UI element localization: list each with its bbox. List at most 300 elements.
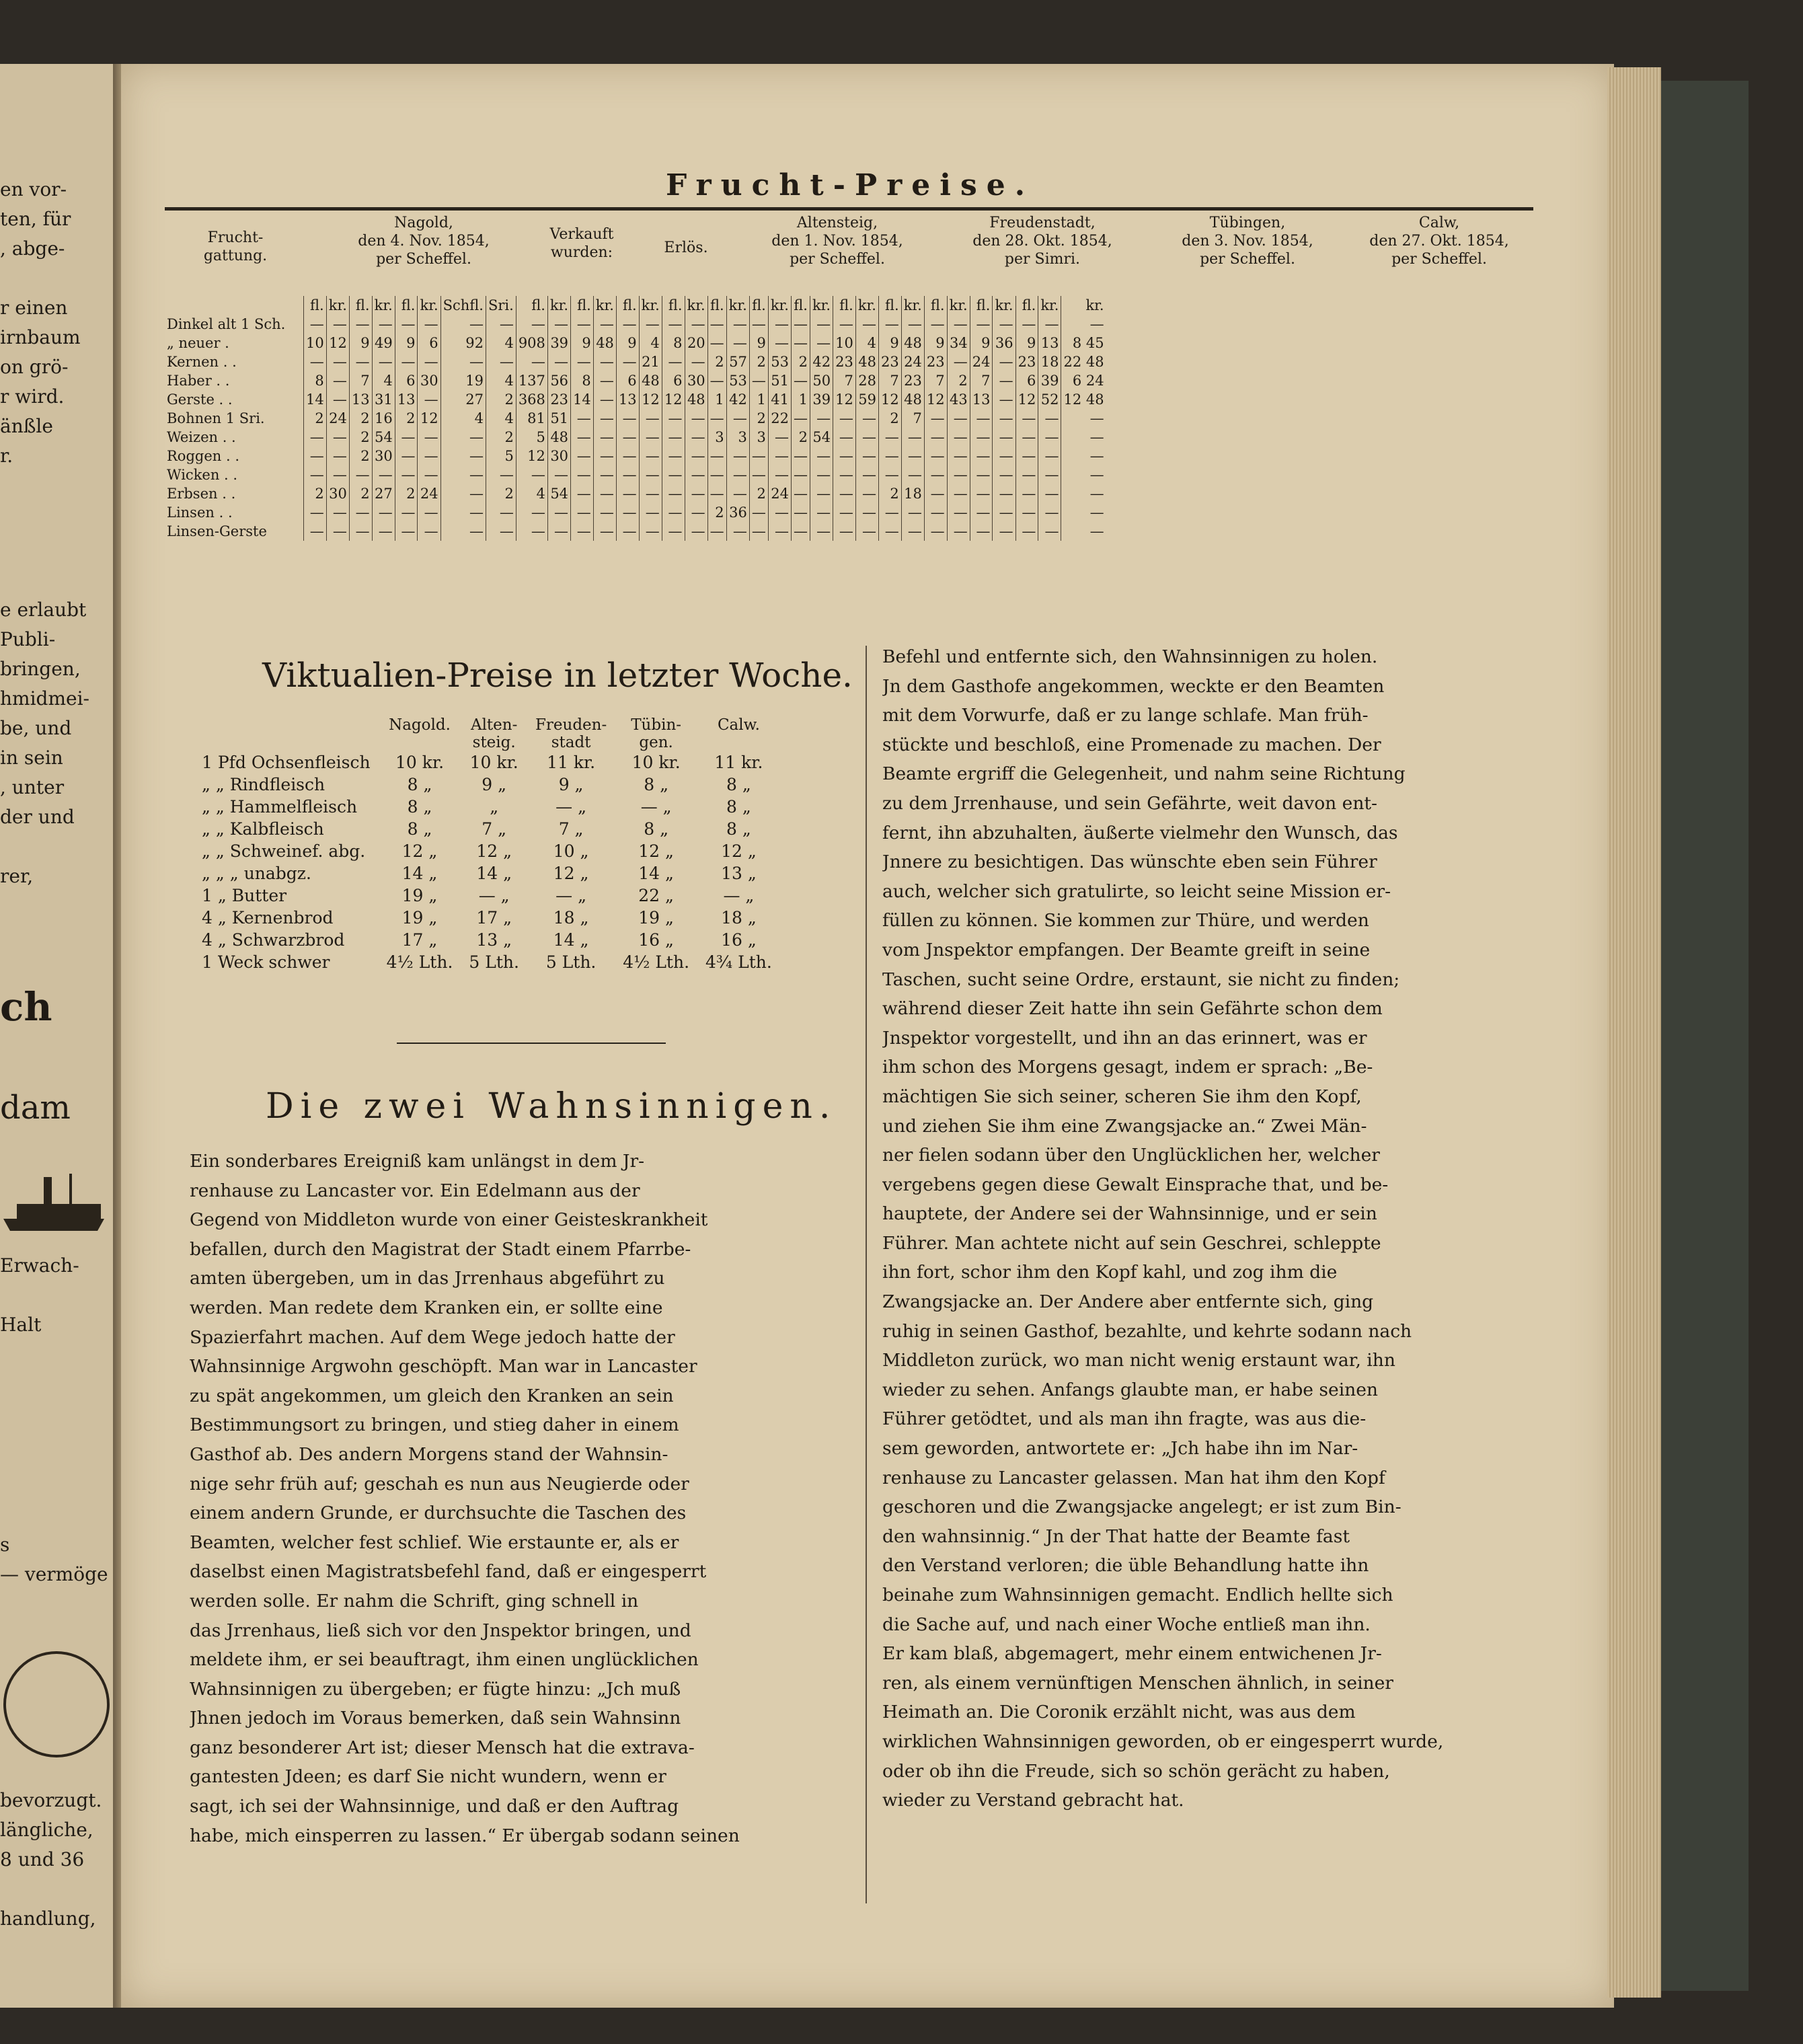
table-cell: 2 — [395, 484, 418, 503]
table-cell: 24 — [768, 484, 791, 503]
table-cell: — — [418, 390, 440, 409]
table-cell: — — [833, 315, 856, 334]
price-cell: 19 „ — [638, 908, 674, 928]
table-cell: — — [372, 503, 395, 522]
price-cell: 8 „ — [407, 819, 432, 839]
table-cell: — — [791, 409, 810, 428]
col-head-line: den 4. Nov. 1854, — [358, 233, 490, 250]
table-cell: — — [662, 465, 685, 484]
text-line: stückte und beschloß, eine Promenade zu machen. Der — [882, 734, 1381, 755]
table-cell: 54 — [810, 428, 833, 447]
table-cell: — — [707, 522, 726, 541]
table-cell: — — [616, 352, 639, 371]
table-cell: 2 — [486, 484, 516, 503]
table-cell: — — [547, 465, 570, 484]
price-cell: 5 Lth. — [469, 952, 519, 972]
viktualien-header-line — [210, 716, 371, 734]
table-cell: 2 — [749, 409, 768, 428]
table-cell: — — [326, 352, 349, 371]
table-cell: 137 — [516, 371, 547, 390]
table-cell: — — [326, 447, 349, 465]
text-line: Jnspektor vorgestellt, und ihn an das erinnert, was er — [882, 1027, 1367, 1049]
table-cell: — — [970, 522, 993, 541]
table-cell: — — [726, 315, 749, 334]
table-cell: — — [810, 409, 833, 428]
item-label: 4 „ Kernenbrod — [202, 908, 334, 928]
table-row — [202, 951, 780, 973]
table-cell: — — [440, 352, 486, 371]
row-label: Haber . . — [167, 373, 230, 389]
table-cell: — — [685, 522, 707, 541]
table-cell: 50 — [810, 371, 833, 390]
unit-cell: kr. — [418, 296, 440, 315]
page-edges — [1607, 67, 1661, 1998]
table-cell: 14 — [571, 390, 594, 409]
left-page — [0, 64, 114, 2008]
price-cell: 7 „ — [482, 819, 507, 839]
table-cell: 59 — [855, 390, 878, 409]
table-cell: 9 — [924, 334, 947, 352]
col-head-line: Calw, — [1418, 215, 1460, 231]
unit-cell: kr. — [901, 296, 924, 315]
table-cell: — — [639, 484, 662, 503]
text-line: mit dem Vorwurfe, daß er zu lange schlafe. Man früh- — [882, 705, 1369, 726]
table-cell: 9 — [349, 334, 372, 352]
table-cell: 49 — [372, 334, 395, 352]
table-cell: 36 — [726, 503, 749, 522]
table-cell: 9 — [395, 334, 418, 352]
item-label: „ „ Rindfleisch — [202, 775, 325, 794]
text-line: fernt, ihn abzuhalten, äußerte vielmehr den Wunsch, das — [882, 822, 1398, 843]
text-line: renhause zu Lancaster vor. Ein Edelmann aus der — [190, 1180, 640, 1201]
table-cell: 9 — [749, 334, 768, 352]
text-line: Spazierfahrt machen. Auf dem Wege jedoch hatte der — [190, 1326, 675, 1348]
price-cell: 9 „ — [482, 775, 507, 794]
price-cell: 14 „ — [553, 930, 589, 950]
row-label: Erbsen . . — [167, 486, 236, 502]
table-cell: 14 — [304, 390, 327, 409]
text-line: — vermöge — [0, 1563, 108, 1585]
table-cell: — — [395, 465, 418, 484]
table-cell: — — [516, 465, 547, 484]
text-line: ihm schon des Morgens gesagt, indem er sprach: „Be- — [882, 1057, 1373, 1078]
table-cell: — — [1061, 522, 1106, 541]
row-label: Bohnen 1 Sri. — [167, 410, 265, 426]
viktualien-header — [527, 716, 615, 751]
table-cell: 92 — [440, 334, 486, 352]
table-cell: 6 — [418, 334, 440, 352]
col-head-line: Freudenstadt, — [989, 215, 1096, 231]
table-cell: 7 — [833, 371, 856, 390]
table-cell: — — [571, 484, 594, 503]
item-label: „ „ Schweinef. abg. — [202, 841, 366, 861]
table-cell: 4 — [516, 484, 547, 503]
table-cell: 6 — [616, 371, 639, 390]
table-cell: — — [593, 409, 616, 428]
table-cell: — — [1015, 447, 1038, 465]
table-cell: — — [516, 522, 547, 541]
table-row — [202, 818, 780, 840]
text-line: einem andern Grunde, er durchsuchte die Taschen des — [190, 1503, 687, 1524]
table-cell: 9 — [616, 334, 639, 352]
table-cell: 4 — [486, 334, 516, 352]
table-cell: 1 — [791, 390, 810, 409]
price-cell: 12 „ — [476, 841, 512, 861]
viktualien-header-line: gen. — [639, 734, 673, 751]
text-line: meldete ihm, er sei beauftragt, ihm einen unglücklichen — [190, 1649, 699, 1671]
table-cell: — — [616, 503, 639, 522]
column-divider — [866, 646, 867, 1903]
table-row — [165, 334, 1106, 352]
table-cell: — — [947, 428, 970, 447]
price-cell: 13 „ — [721, 864, 757, 883]
table-cell: 1 — [707, 390, 726, 409]
table-cell: 2 — [304, 484, 327, 503]
col-head-erloes: Erlös. — [664, 239, 708, 256]
table-cell: — — [901, 315, 924, 334]
table-cell: 27 — [440, 390, 486, 409]
table-cell: — — [993, 371, 1015, 390]
text-line: Gegend von Middleton wurde von einer Geisteskrankheit — [190, 1209, 708, 1231]
table-cell: 9 — [571, 334, 594, 352]
table-row — [165, 409, 1106, 428]
text-line: gantesten Jdeen; es darf Sie nicht wundern, wenn er — [190, 1766, 666, 1788]
unit-cell: kr. — [855, 296, 878, 315]
table-cell: — — [878, 315, 901, 334]
row-label: Gerste . . — [167, 391, 233, 408]
table-cell: — — [970, 447, 993, 465]
price-cell: 9 „ — [558, 775, 584, 794]
table-cell: 4 — [486, 371, 516, 390]
table-cell: — — [707, 371, 726, 390]
row-label: Dinkel alt 1 Sch. — [167, 316, 286, 332]
table-cell: — — [1061, 409, 1106, 428]
table-cell: 23 — [924, 352, 947, 371]
text-line: irnbaum — [0, 326, 81, 348]
col-head-line: Altensteig, — [796, 215, 878, 231]
text-line: Beamte ergriff die Gelegenheit, und nahm seine Richtung — [882, 763, 1406, 785]
viktualien-header — [615, 716, 697, 751]
table-cell: — — [685, 409, 707, 428]
col-head-line: wurden: — [550, 244, 613, 261]
table-cell: — — [970, 428, 993, 447]
table-cell: — — [947, 447, 970, 465]
table-cell: — — [768, 465, 791, 484]
table-cell: — — [440, 447, 486, 465]
table-cell: 24 — [326, 409, 349, 428]
table-cell: — — [924, 447, 947, 465]
table-cell: 2 — [878, 409, 901, 428]
table-cell: — — [571, 428, 594, 447]
table-cell: 2 — [749, 484, 768, 503]
table-cell: — — [418, 315, 440, 334]
table-cell: 2 — [395, 409, 418, 428]
text-line: vom Jnspektor empfangen. Der Beamte greift in seine — [882, 939, 1371, 960]
table-cell: — — [749, 371, 768, 390]
unit-cell: fl. — [791, 296, 810, 315]
table-cell: 18 — [901, 484, 924, 503]
table-cell: 12 — [833, 390, 856, 409]
table-cell: — — [685, 484, 707, 503]
table-cell: — — [571, 522, 594, 541]
table-row — [202, 840, 780, 862]
text-line: das Jrrenhaus, ließ sich vor den Jnspektor bringen, und — [190, 1620, 691, 1641]
table-cell: — — [685, 465, 707, 484]
table-row — [202, 907, 780, 929]
table-cell: 24 — [970, 352, 993, 371]
table-cell: — — [878, 522, 901, 541]
table-cell: — — [901, 503, 924, 522]
text-line: Jhnen jedoch im Voraus bemerken, daß sein Wahnsinn — [190, 1708, 681, 1729]
table-cell: — — [639, 465, 662, 484]
table-cell: — — [662, 503, 685, 522]
price-cell: 4¾ Lth. — [705, 952, 772, 972]
table-cell: — — [1061, 484, 1106, 503]
table-cell: 2 — [947, 371, 970, 390]
table-cell: 48 — [593, 334, 616, 352]
table-cell: — — [639, 315, 662, 334]
text-line: ganz besonderer Art ist; dieser Mensch hat die extrava- — [190, 1737, 695, 1758]
table-cell: — — [616, 315, 639, 334]
text-line: r. — [0, 445, 13, 467]
text-line: zu dem Jrrenhause, und sein Gefährte, weit davon ent- — [882, 792, 1378, 814]
col-head-line: per Simri. — [1004, 251, 1081, 268]
price-cell: 18 „ — [553, 908, 589, 928]
table-cell: — — [304, 465, 327, 484]
article-column-2 — [882, 642, 1555, 1815]
text-line: hauptete, der Andere sei der Wahnsinnige, und er sein — [882, 1203, 1377, 1225]
price-cell: 8 „ — [407, 797, 432, 817]
table-cell: — — [349, 465, 372, 484]
table-cell: — — [304, 352, 327, 371]
unit-cell: fl. — [349, 296, 372, 315]
table-cell: — — [855, 428, 878, 447]
table-cell: 9 — [878, 334, 901, 352]
table-cell: 4 — [372, 371, 395, 390]
table-cell: — — [924, 522, 947, 541]
table-cell: — — [1015, 409, 1038, 428]
table-cell: — — [1038, 465, 1061, 484]
table-cell: — — [326, 315, 349, 334]
table-cell: 28 — [855, 371, 878, 390]
table-row — [165, 315, 1106, 334]
table-cell: — — [616, 522, 639, 541]
text-line: der und — [0, 806, 75, 828]
text-line: renhause zu Lancaster gelassen. Man hat ihm den Kopf — [882, 1467, 1385, 1488]
text-line — [0, 1281, 79, 1310]
table-cell: — — [486, 522, 516, 541]
table-cell: 22 48 — [1061, 352, 1106, 371]
table-cell: — — [947, 465, 970, 484]
article-column-1 — [190, 1147, 855, 1850]
table-cell: — — [326, 428, 349, 447]
unit-cell: kr. — [593, 296, 616, 315]
table-cell: 13 — [395, 390, 418, 409]
table-cell: — — [326, 371, 349, 390]
text-line: ten, für — [0, 208, 71, 230]
table-cell: — — [768, 315, 791, 334]
table-cell: — — [418, 503, 440, 522]
table-cell: — — [947, 352, 970, 371]
table-cell: — — [749, 503, 768, 522]
unit-cell: fl. — [749, 296, 768, 315]
table-cell: — — [901, 522, 924, 541]
table-cell: — — [593, 522, 616, 541]
table-cell: — — [833, 465, 856, 484]
unit-cell: kr. — [1061, 296, 1106, 315]
text-line: bevorzugt. — [0, 1789, 102, 1811]
col-head-line: Frucht- — [207, 229, 264, 246]
table-cell: 42 — [810, 352, 833, 371]
table-cell: 31 — [372, 390, 395, 409]
table-cell: — — [726, 447, 749, 465]
viktualien-title: Viktualien-Preise in letzter Woche. — [262, 656, 853, 695]
table-cell: — — [749, 447, 768, 465]
price-cell: 8 „ — [407, 775, 432, 794]
table-cell: 8 45 — [1061, 334, 1106, 352]
viktualien-header-line — [705, 734, 772, 751]
table-cell: — — [372, 352, 395, 371]
col-head-line: den 27. Okt. 1854, — [1369, 233, 1509, 250]
table-cell: — — [685, 352, 707, 371]
table-cell: — — [810, 334, 833, 352]
table-cell: 48 — [901, 334, 924, 352]
table-cell: 39 — [1038, 371, 1061, 390]
col-head-line: den 28. Okt. 1854, — [972, 233, 1112, 250]
table-cell: 368 — [516, 390, 547, 409]
price-cell: 19 „ — [401, 908, 438, 928]
price-cell: 10 „ — [553, 841, 589, 861]
table-cell: 2 — [707, 503, 726, 522]
price-cell: 14 „ — [638, 864, 674, 883]
table-row — [165, 352, 1106, 371]
table-cell: — — [395, 352, 418, 371]
table-cell: — — [395, 428, 418, 447]
table-cell: 3 — [749, 428, 768, 447]
unit-cell: Schfl. — [440, 296, 486, 315]
price-cell: 17 „ — [401, 930, 438, 950]
table-cell: 2 — [304, 409, 327, 428]
table-cell: — — [616, 409, 639, 428]
table-cell: 12 — [639, 390, 662, 409]
table-cell: 13 — [349, 390, 372, 409]
table-cell: — — [970, 484, 993, 503]
table-cell: — — [440, 522, 486, 541]
table-cell: — — [726, 465, 749, 484]
text-line: werden solle. Er nahm die Schrift, ging schnell in — [190, 1590, 639, 1612]
table-cell: — — [810, 465, 833, 484]
item-label: 1 Weck schwer — [202, 952, 330, 972]
table-cell: — — [855, 503, 878, 522]
table-cell: — — [924, 465, 947, 484]
table-cell: — — [749, 522, 768, 541]
text-line: ner fielen sodann über den Unglücklichen her, welcher — [882, 1145, 1380, 1166]
table-cell: — — [486, 352, 516, 371]
table-cell: 2 — [349, 428, 372, 447]
table-row — [165, 447, 1106, 465]
unit-cell: kr. — [768, 296, 791, 315]
table-cell: — — [326, 465, 349, 484]
table-cell: 23 — [833, 352, 856, 371]
table-cell: — — [768, 428, 791, 447]
table-cell: — — [547, 503, 570, 522]
table-cell: — — [810, 447, 833, 465]
price-cell: 11 kr. — [714, 753, 763, 772]
text-line: daselbst einen Magistratsbefehl fand, daß er eingesperrt — [190, 1561, 707, 1583]
table-cell: 9 — [1015, 334, 1038, 352]
table-cell: — — [855, 484, 878, 503]
table-cell: 908 — [516, 334, 547, 352]
text-line: on grö- — [0, 356, 69, 378]
table-cell: — — [707, 447, 726, 465]
viktualien-header-row — [202, 716, 780, 751]
table-cell: — — [924, 409, 947, 428]
table-cell: — — [924, 503, 947, 522]
table-cell: — — [486, 503, 516, 522]
text-line: zu spät angekommen, um gleich den Kranken an sein — [190, 1385, 674, 1406]
table-cell: — — [685, 503, 707, 522]
table-cell: — — [878, 465, 901, 484]
table-cell: 42 — [726, 390, 749, 409]
table-cell: 2 — [749, 352, 768, 371]
unit-cell — [165, 296, 304, 315]
table-cell: — — [547, 352, 570, 371]
table-cell: 7 — [970, 371, 993, 390]
text-line: Jn dem Gasthofe angekommen, weckte er den Beamten — [882, 675, 1385, 697]
table-cell: — — [947, 522, 970, 541]
table-cell: — — [993, 409, 1015, 428]
table-cell: 20 — [685, 334, 707, 352]
table-cell: — — [993, 484, 1015, 503]
table-row — [165, 371, 1106, 390]
table-cell: 53 — [768, 352, 791, 371]
unit-cell: fl. — [833, 296, 856, 315]
col-head-line: per Scheffel. — [1391, 251, 1487, 268]
table-cell: — — [326, 390, 349, 409]
unit-cell: kr. — [726, 296, 749, 315]
unit-cell: fl. — [616, 296, 639, 315]
table-cell: — — [810, 484, 833, 503]
text-line — [0, 1875, 102, 1904]
table-cell: 3 — [707, 428, 726, 447]
table-cell: 12 — [662, 390, 685, 409]
table-cell: — — [440, 465, 486, 484]
row-label: Wicken . . — [167, 467, 238, 483]
table-cell: — — [791, 522, 810, 541]
table-cell: — — [1061, 428, 1106, 447]
table-cell: — — [395, 447, 418, 465]
table-cell: — — [616, 447, 639, 465]
table-cell: — — [833, 428, 856, 447]
table-cell: 30 — [326, 484, 349, 503]
text-line: Middleton zurück, wo man nicht wenig erstaunt war, ihn — [882, 1350, 1395, 1371]
table-cell: 5 — [486, 447, 516, 465]
table-row — [165, 428, 1106, 447]
table-cell: — — [707, 484, 726, 503]
table-cell: — — [516, 315, 547, 334]
table-cell: — — [768, 522, 791, 541]
table-cell: 43 — [947, 390, 970, 409]
table-cell: — — [593, 484, 616, 503]
table-cell: — — [639, 428, 662, 447]
table-cell: — — [924, 484, 947, 503]
table-cell: 18 — [1038, 352, 1061, 371]
table-cell: 19 — [440, 371, 486, 390]
text-line: auch, welcher sich gratulirte, so leicht seine Mission er- — [882, 880, 1391, 902]
unit-cell: fl. — [304, 296, 327, 315]
table-row — [165, 484, 1106, 503]
unit-cell: fl. — [707, 296, 726, 315]
